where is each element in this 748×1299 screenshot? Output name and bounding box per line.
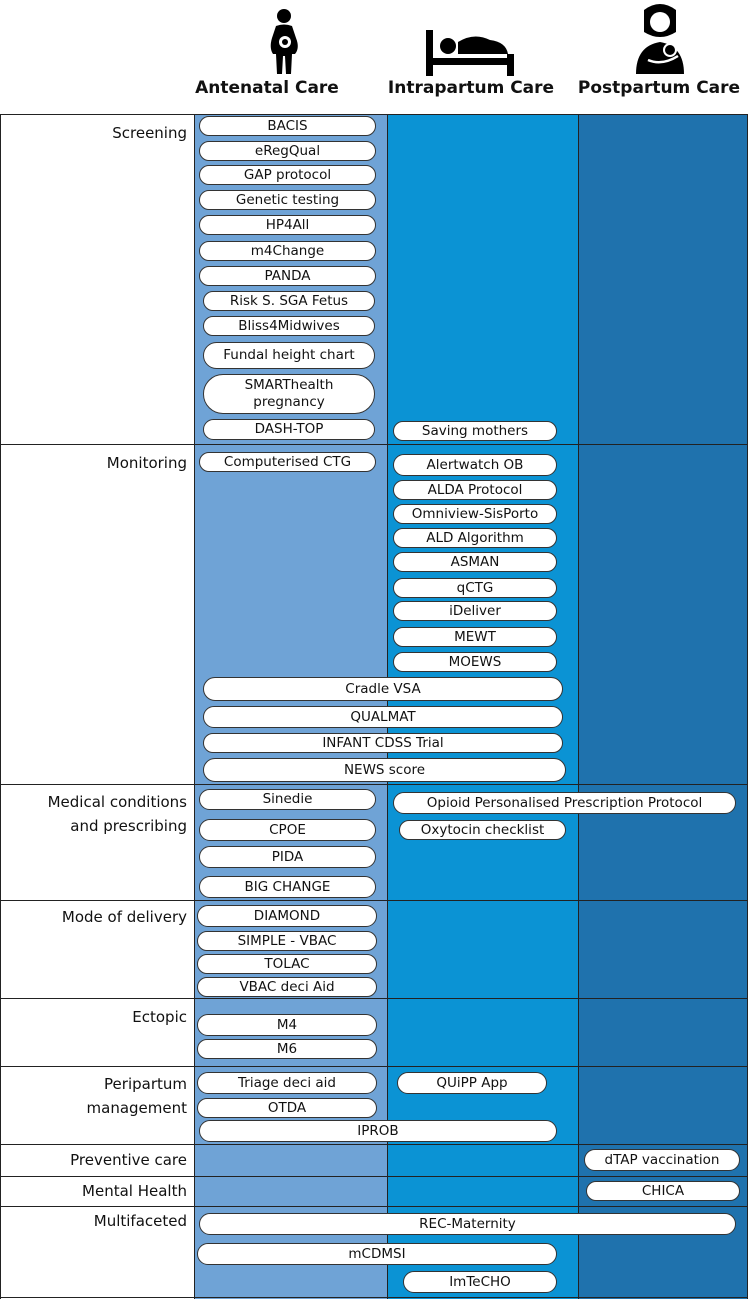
tool-ald-algorithm: ALD Algorithm [393,528,557,548]
grid-line [0,784,748,785]
grid-line [194,114,195,1299]
header-intrapartum-care: Intrapartum Care [387,78,555,98]
tool-mewt: MEWT [393,627,557,647]
grid-line [0,114,748,115]
tool-panda: PANDA [199,266,376,286]
tool-opioid-personalised-prescription-protocol: Opioid Personalised Prescription Protocol [393,792,736,814]
tool-risk-sga-fetus: Risk S. SGA Fetus [203,291,375,311]
tool-m6: M6 [197,1039,377,1059]
tool-genetic-testing: Genetic testing [199,190,376,210]
tool-big-change: BIG CHANGE [199,876,376,898]
tool-omniview-sisporto: Omniview-SisPorto [393,504,557,524]
tool-pida: PIDA [199,846,376,868]
tool-cpoe: CPOE [199,819,376,841]
tool-cradle-vsa: Cradle VSA [203,677,563,701]
tool-computerised-ctg: Computerised CTG [199,452,376,472]
tool-oxytocin-checklist: Oxytocin checklist [399,820,566,840]
tool-m4change: m4Change [199,241,376,261]
tool-fundal-height-chart: Fundal height chart [203,342,375,369]
row-label-mental-health: Mental Health [82,1182,187,1200]
grid-line [0,1297,748,1298]
tool-gap-protocol: GAP protocol [199,165,376,185]
tool-saving-mothers: Saving mothers [393,421,557,441]
tool-asman: ASMAN [393,552,557,572]
grid-line [0,444,748,445]
tool-infant-cdss-trial: INFANT CDSS Trial [203,733,563,753]
tool-alertwatch-ob: Alertwatch OB [393,454,557,476]
grid-line [0,1144,748,1145]
row-label-line: Medical conditions [47,793,187,811]
row-label-monitoring: Monitoring [106,454,187,472]
tool-rec-maternity: REC-Maternity [199,1213,736,1235]
pregnant-woman-icon [262,8,306,78]
tool-alda-protocol: ALDA Protocol [393,480,557,500]
tool-triage-deci-aid: Triage deci aid [197,1072,377,1094]
grid-line [0,1176,748,1177]
tool-bacis: BACIS [199,116,376,136]
tool-quipp-app: QUiPP App [397,1072,547,1094]
tool-diamond: DIAMOND [197,905,377,927]
grid-line [0,998,748,999]
grid-line [578,114,579,1299]
tool-hp4all: HP4All [199,215,376,235]
tool-qctg: qCTG [393,578,557,598]
tool-news-score: NEWS score [203,758,566,782]
tool-otda: OTDA [197,1098,377,1118]
tool-mcdmsi: mCDMSI [197,1243,557,1265]
tool-smarthealth-pregnancy: SMARThealth pregnancy [203,374,375,414]
tool-tolac: TOLAC [197,954,377,974]
tool-moews: MOEWS [393,652,557,672]
grid-line [0,114,1,1299]
grid-line [0,1066,748,1067]
tool-chica: CHICA [586,1181,740,1201]
grid-line [0,1206,748,1207]
tool-simple-vbac: SIMPLE - VBAC [197,931,377,951]
tool-iprob: IPROB [199,1120,557,1142]
tool-vbac-deci-aid: VBAC deci Aid [197,977,377,997]
row-label-peripartum-management [0,1072,187,1120]
row-label-line: and prescribing [70,817,187,835]
row-label-preventive-care: Preventive care [70,1151,187,1169]
row-label-medical-conditions [0,790,187,838]
row-label-ectopic: Ectopic [132,1008,187,1026]
tool-bliss4midwives: Bliss4Midwives [203,316,375,336]
row-label-line: Peripartum [104,1075,187,1093]
header-postpartum-care: Postpartum Care [577,78,741,98]
row-label-mode-of-delivery: Mode of delivery [61,908,187,926]
postpartum-column [578,114,748,1299]
row-label-multifaceted: Multifaceted [93,1212,187,1230]
tool-imtecho: ImTeCHO [403,1271,557,1293]
tool-ideliver: iDeliver [393,601,557,621]
header-antenatal-care: Antenatal Care [195,78,339,98]
tool-eregqual: eRegQual [199,141,376,161]
grid-line [0,900,748,901]
tool-sinedie: Sinedie [199,789,376,810]
row-label-screening: Screening [112,124,187,142]
tool-m4: M4 [197,1014,377,1036]
tool-dash-top: DASH-TOP [203,419,375,440]
mother-holding-baby-icon [632,2,688,76]
bed-icon [424,28,516,78]
tool-dtap-vaccination: dTAP vaccination [584,1149,740,1171]
tool-qualmat: QUALMAT [203,706,563,728]
row-label-line: management [86,1099,187,1117]
